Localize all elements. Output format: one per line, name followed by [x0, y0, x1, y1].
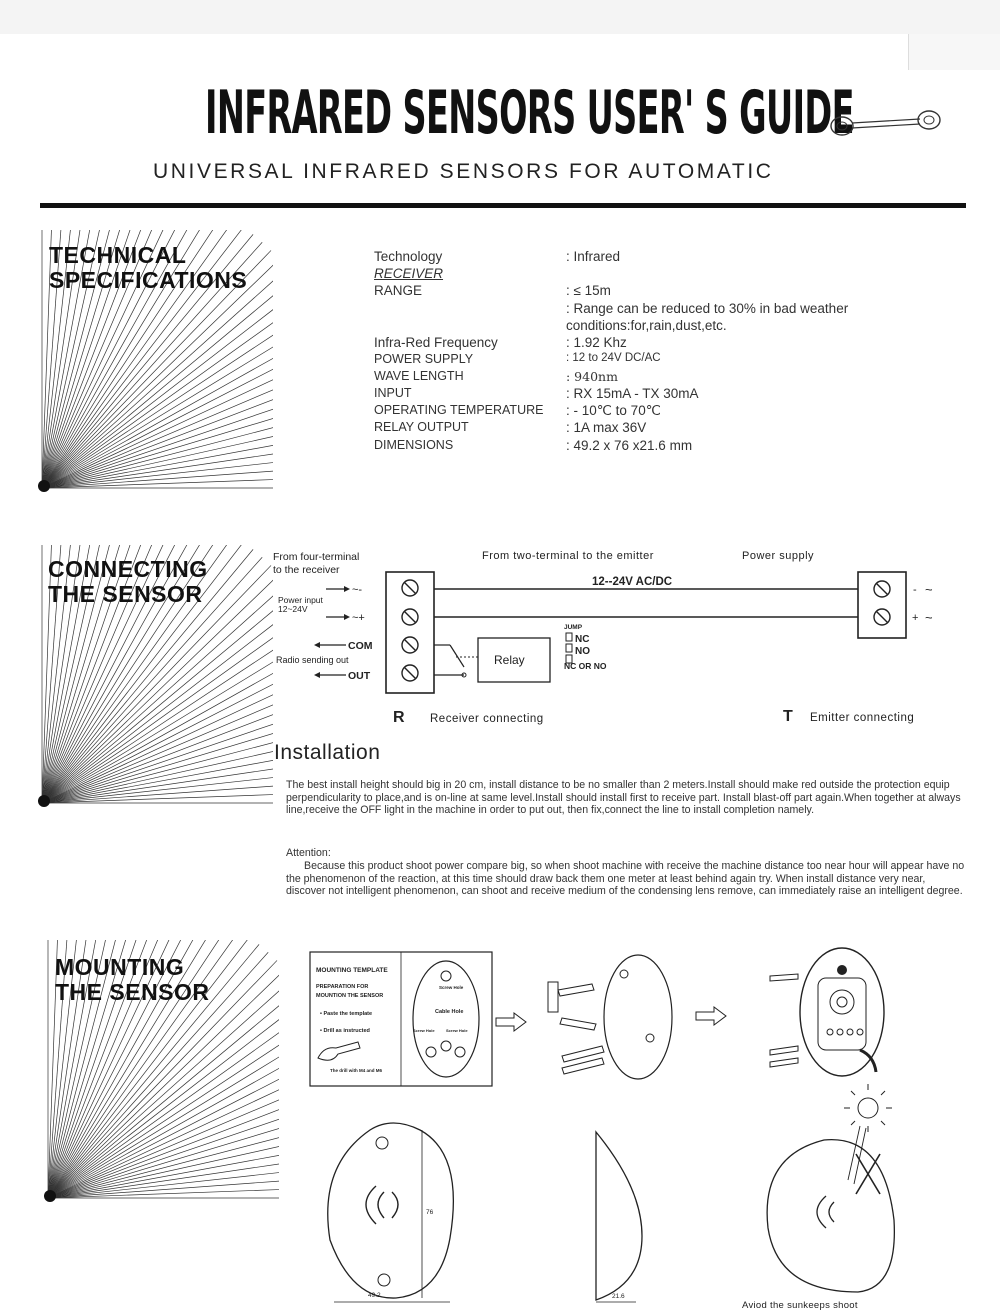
- receiver-connecting-label: Receiver connecting: [430, 713, 544, 725]
- wiring-label: From four-terminal: [273, 551, 360, 563]
- polarity-label: -: [913, 584, 917, 596]
- wiring-label: Power input: [278, 595, 323, 605]
- emitter-connecting-label: Emitter connecting: [810, 712, 915, 724]
- template-text: The drill with M4 and M6: [330, 1068, 383, 1073]
- receiver-terminal-block: [386, 572, 434, 693]
- corner-block: [908, 34, 1000, 70]
- terminal-label: OUT: [348, 670, 371, 682]
- wiring-label: Radio sending out: [276, 655, 349, 665]
- spec-value: conditions:for,rain,dust,etc.: [566, 318, 727, 333]
- spec-value: : 1.92 Khz: [566, 335, 627, 350]
- jumper-label: JUMP: [564, 624, 583, 631]
- ac-symbol: ~: [925, 610, 933, 625]
- ray-line: [42, 592, 273, 803]
- emitter-terminal-block: [858, 572, 906, 638]
- sensor-pair-icon: [828, 108, 944, 144]
- template-hole-label: Screw Hole: [446, 1028, 468, 1033]
- spec-value: : ≤ 15m: [566, 283, 611, 298]
- spec-label: POWER SUPPLY: [374, 352, 474, 366]
- spec-label: Infra-Red Frequency: [374, 335, 498, 350]
- drill-icon: [318, 1042, 360, 1060]
- wall-plate: [604, 955, 672, 1079]
- ac-symbol: ~-: [352, 584, 363, 596]
- spec-value: : Infrared: [566, 249, 621, 264]
- spec-value: : Range can be reduced to 30% in bad weather: [566, 301, 849, 316]
- spec-value: : - 10℃ to 70℃: [566, 403, 661, 418]
- template-hole-label: Cable Hole: [435, 1009, 464, 1015]
- step-arrow-icon: [496, 1013, 526, 1031]
- installation-paragraph: The best install height should big in 20 cm, install distance to be no smaller than 2 meters.Install should make red outside the protection equip perpendicularity to place,and is on-line at same level.Install should install first to receive part. Install blast-off part again.When together at always line,receive the OFF light in the machine in order to put out, then fix,connect the line to install completion namely.: [286, 779, 961, 817]
- title-divider: [40, 203, 966, 208]
- spec-value: : 49.2 x 76 x21.6 mm: [566, 438, 693, 453]
- spec-value: : RX 15mA - TX 30mA: [566, 386, 699, 401]
- guide-title: INFRARED SENSORS USER' S GUIDE: [205, 78, 854, 148]
- terminal-label: COM: [348, 640, 373, 652]
- template-text: MOUNTION THE SENSOR: [316, 993, 384, 999]
- dimension-label: 49.2: [368, 1292, 381, 1299]
- sensor-front-view: [328, 1123, 454, 1298]
- dimension-label: 21.6: [612, 1293, 625, 1300]
- installation-title: Installation: [274, 741, 381, 764]
- template-hole-label: Screw Hole: [413, 1028, 435, 1033]
- template-oval: [413, 961, 479, 1077]
- step-arrow-icon: [696, 1007, 726, 1025]
- spec-value: : 12 to 24V DC/AC: [566, 352, 661, 364]
- wiring-label: From two-terminal to the emitter: [482, 550, 654, 562]
- spec-label: OPERATING TEMPERATURE: [374, 403, 544, 417]
- polarity-label: +: [912, 612, 919, 624]
- wiring-label: 12~24V: [278, 604, 308, 614]
- jumper-option-label: NO: [575, 646, 590, 657]
- screw-icon: [770, 974, 798, 1067]
- relay-label: Relay: [494, 653, 525, 667]
- sun-icon: [844, 1084, 892, 1132]
- receiver-letter: R: [393, 709, 405, 726]
- template-text: • Drill as instructed: [320, 1028, 370, 1034]
- ray-origin: [38, 480, 50, 492]
- dimension-label: 76: [426, 1209, 434, 1216]
- cross-out-icon: [848, 1126, 880, 1194]
- section-heading-connecting: CONNECTING THE SENSOR: [48, 556, 208, 607]
- ray-origin: [38, 795, 50, 807]
- spec-label: INPUT: [374, 386, 412, 400]
- ray-line: [42, 277, 273, 488]
- section-heading-mounting: MOUNTING THE SENSOR: [55, 954, 210, 1005]
- template-hole-label: Screw Hole: [439, 985, 464, 990]
- wiring-label: Power supply: [742, 550, 815, 562]
- terminal-screw-icon: [402, 580, 418, 681]
- template-text: • Paste the template: [320, 1011, 373, 1017]
- spec-label: Technology: [374, 249, 443, 264]
- jumper-option-label: NC: [575, 634, 590, 645]
- wiring-diagram: [270, 545, 970, 730]
- template-title: MOUNTING TEMPLATE: [316, 967, 388, 974]
- voltage-label: 12--24V AC/DC: [592, 576, 673, 588]
- ray-line: [48, 987, 279, 1198]
- spec-label: RELAY OUTPUT: [374, 420, 469, 434]
- spec-value: : 1A max 36V: [566, 420, 647, 435]
- spec-label: DIMENSIONS: [374, 438, 454, 452]
- attention-label: Attention:: [286, 847, 331, 859]
- ac-symbol: ~: [925, 582, 933, 597]
- mounting-diagram: [300, 940, 960, 1310]
- sun-warning-caption: Aviod the sunkeeps shoot: [742, 1300, 858, 1310]
- jumper-pins-icon: [566, 633, 572, 663]
- spec-label: RECEIVER: [374, 266, 444, 281]
- ray-origin: [44, 1190, 56, 1202]
- wall-anchor-icon: [548, 982, 604, 1074]
- terminal-screw-icon: [874, 581, 890, 625]
- jumper-option-label: NC OR NO: [564, 661, 607, 671]
- spec-value: : 940nm: [566, 369, 618, 384]
- emitter-letter: T: [783, 708, 793, 725]
- template-text: PREPARATION FOR: [316, 984, 369, 990]
- top-strip: [0, 0, 1000, 34]
- section-heading-technical: TECHNICAL SPECIFICATIONS: [49, 242, 248, 293]
- attention-paragraph: Because this product shoot power compare big, so when shoot machine with receive the machine distance too near hour will appear have no the phenomenon of the reaction, at this time should draw back them one meter at least behind again try. When install distance very near, discover not intelligent phenomenon, can shoot and receive medium of the condensing lens remove, can immediately raise an intelligent degree.: [286, 860, 965, 898]
- guide-subtitle: UNIVERSAL INFRARED SENSORS FOR AUTOMATIC: [153, 160, 774, 183]
- spec-label: RANGE: [374, 283, 423, 298]
- ac-symbol: ~+: [352, 612, 365, 624]
- wiring-label: to the receiver: [273, 564, 340, 576]
- sensor-side-view: [596, 1132, 642, 1300]
- spec-label: WAVE LENGTH: [374, 369, 464, 383]
